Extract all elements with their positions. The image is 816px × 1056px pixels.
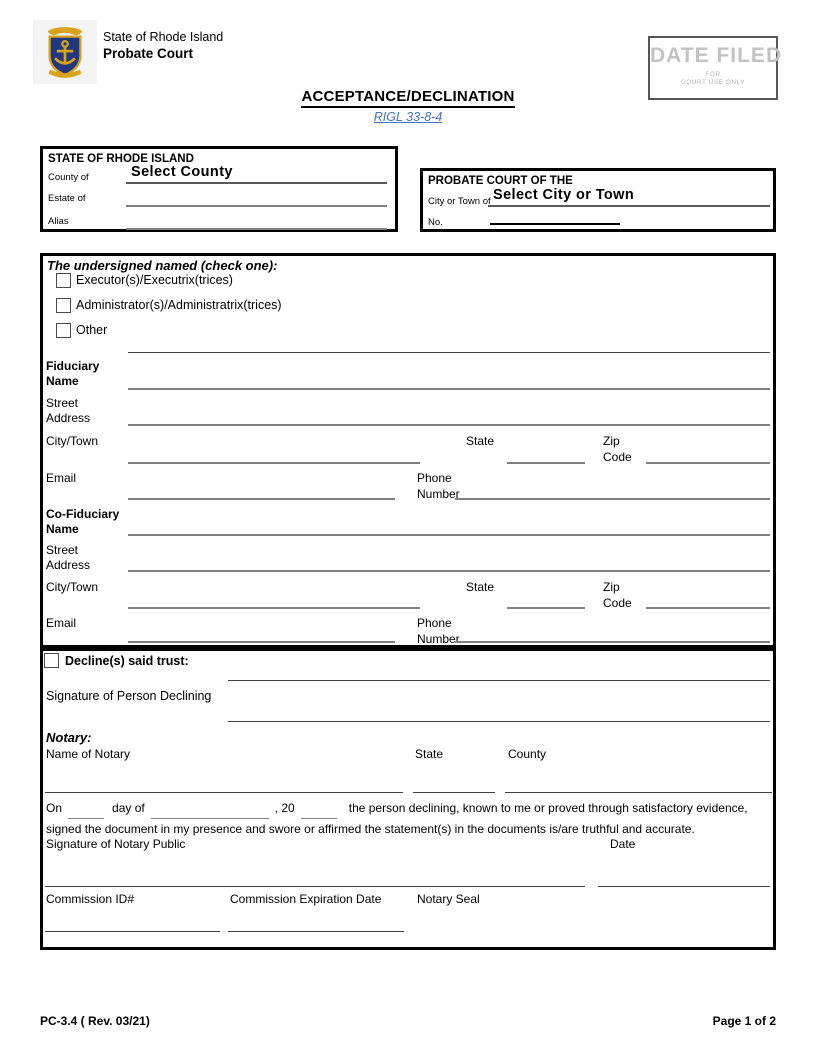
state-crest-icon <box>36 23 94 81</box>
city-field-line[interactable] <box>488 205 770 207</box>
oath-year-field-line[interactable] <box>301 818 337 819</box>
decline-section-box <box>40 648 776 950</box>
fiduciary-email-label: Email <box>46 471 77 485</box>
executor-option-label: Executor(s)/Executrix(trices) <box>76 273 233 287</box>
co-fiduciary-street-label-2: Address <box>46 558 91 572</box>
co-fiduciary-state-field-line[interactable] <box>507 607 585 609</box>
court-box-heading: PROBATE COURT OF THE <box>428 175 573 187</box>
oath-month-field-line[interactable] <box>151 818 269 819</box>
notary-heading: Notary: <box>46 730 92 745</box>
fiduciary-city-label: City/Town <box>46 434 99 448</box>
co-fiduciary-name-label-1: Co-Fiduciary <box>46 507 120 521</box>
fiduciary-street-field-line[interactable] <box>128 424 770 426</box>
fiduciary-city-field-line[interactable] <box>128 462 420 464</box>
co-fiduciary-city-field-line[interactable] <box>128 607 420 609</box>
co-fiduciary-street-label-1: Street <box>46 543 79 557</box>
fiduciary-name-field-line[interactable] <box>128 388 770 390</box>
notary-oath-line-1: On day of , 20 the person declining, known to me or proved through satisfactory evidence, <box>46 801 748 815</box>
probate-court-box <box>420 168 776 232</box>
court-use-note: FOR COURT USE ONLY <box>680 71 746 86</box>
signature-notary-label: Signature of Notary Public <box>46 837 186 851</box>
date-filed-stamp-box <box>648 36 783 100</box>
case-number-field-line[interactable] <box>490 223 620 225</box>
fiduciary-name-label-1: Fiduciary <box>46 359 100 373</box>
co-fiduciary-phone-label-2: Number <box>417 632 460 646</box>
commission-id-field-line[interactable] <box>45 931 220 932</box>
notary-oath-line-2: signed the document in my presence and swore or affirmed the statement(s) in the documents is/are truthful and accurate. <box>46 822 695 836</box>
name-of-notary-label: Name of Notary <box>46 747 131 761</box>
notary-county-field-line[interactable] <box>505 792 772 793</box>
oath-day-field-line[interactable] <box>68 818 104 819</box>
agency-name: State of Rhode Island <box>103 30 224 44</box>
date-filed-label: DATE FILED <box>650 44 783 67</box>
commission-id-label: Commission ID# <box>46 892 135 906</box>
alias-label: Alias <box>48 216 69 227</box>
city-select-value[interactable]: Select City or Town <box>493 187 635 203</box>
fiduciary-zip-label-1: Zip <box>603 434 620 448</box>
undersigned-heading: The undersigned named (check one): <box>47 258 278 273</box>
notary-county-label: County <box>508 747 547 761</box>
alias-field-line[interactable] <box>126 228 387 230</box>
state-box-heading: STATE OF RHODE ISLAND <box>48 153 194 165</box>
no-label: No. <box>428 217 443 228</box>
co-fiduciary-email-label: Email <box>46 616 77 630</box>
checkbox-decline[interactable] <box>44 653 59 668</box>
co-fiduciary-state-label: State <box>466 580 495 594</box>
court-name: Probate Court <box>103 46 194 61</box>
fiduciary-phone-field-line[interactable] <box>455 498 770 500</box>
fiduciary-zip-field-line[interactable] <box>646 462 770 464</box>
co-fiduciary-zip-label-2: Code <box>603 596 632 610</box>
fiduciary-name-label-2: Name <box>46 374 79 388</box>
co-fiduciary-email-field-line[interactable] <box>128 641 395 643</box>
co-fiduciary-city-label: City/Town <box>46 580 99 594</box>
other-specify-field-line[interactable] <box>128 352 770 353</box>
fiduciary-street-label-2: Address <box>46 411 91 425</box>
commission-exp-field-line[interactable] <box>228 931 404 932</box>
co-fiduciary-name-label-2: Name <box>46 522 79 536</box>
checkbox-other[interactable] <box>56 323 71 338</box>
fiduciary-email-field-line[interactable] <box>128 498 395 500</box>
date-field-line[interactable] <box>598 886 770 887</box>
decline-label: Decline(s) said trust: <box>65 654 189 668</box>
checkbox-executor[interactable] <box>56 273 71 288</box>
notary-state-field-line[interactable] <box>413 792 495 793</box>
fiduciary-state-field-line[interactable] <box>507 462 585 464</box>
fiduciary-phone-label-2: Number <box>417 487 460 501</box>
page-number: Page 1 of 2 <box>712 1014 776 1028</box>
state-caption-box <box>40 146 398 232</box>
county-of-label: County of <box>48 172 89 183</box>
name-of-notary-field-line[interactable] <box>45 792 403 793</box>
estate-of-field-line[interactable] <box>126 205 387 207</box>
fiduciary-zip-label-2: Code <box>603 450 632 464</box>
fiduciary-phone-label-1: Phone <box>417 471 452 485</box>
city-or-town-label: City or Town of <box>428 196 491 207</box>
co-fiduciary-zip-field-line[interactable] <box>646 607 770 609</box>
rhode-island-seal-icon <box>33 20 97 84</box>
fiduciary-street-label-1: Street <box>46 396 79 410</box>
fiduciary-state-label: State <box>466 434 495 448</box>
administrator-option-label: Administrator(s)/Administratrix(trices) <box>76 298 282 312</box>
estate-of-label: Estate of <box>48 193 86 204</box>
co-fiduciary-phone-field-line[interactable] <box>455 641 770 643</box>
county-field-line[interactable] <box>126 182 387 184</box>
co-fiduciary-phone-label-1: Phone <box>417 616 452 630</box>
county-select-value[interactable]: Select County <box>131 164 233 180</box>
commission-exp-label: Commission Expiration Date <box>230 892 382 906</box>
date-label: Date <box>610 837 636 851</box>
notary-state-label: State <box>415 747 444 761</box>
signature-declining-label: Signature of Person Declining <box>46 689 212 703</box>
notary-seal-label: Notary Seal <box>417 892 480 906</box>
signature-declining-field-line[interactable] <box>228 721 770 722</box>
statute-link[interactable]: RIGL 33-8-4 <box>373 110 443 124</box>
form-title: ACCEPTANCE/DECLINATION <box>301 88 514 108</box>
decline-reason-field-line[interactable] <box>228 680 770 681</box>
signature-notary-field-line[interactable] <box>45 886 585 887</box>
other-option-label: Other <box>76 323 108 337</box>
fiduciary-section-box <box>40 253 776 648</box>
checkbox-administrator[interactable] <box>56 298 71 313</box>
co-fiduciary-name-field-line[interactable] <box>128 534 770 536</box>
co-fiduciary-street-field-line[interactable] <box>128 570 770 572</box>
form-number: PC-3.4 ( Rev. 03/21) <box>40 1014 150 1028</box>
co-fiduciary-zip-label-1: Zip <box>603 580 620 594</box>
